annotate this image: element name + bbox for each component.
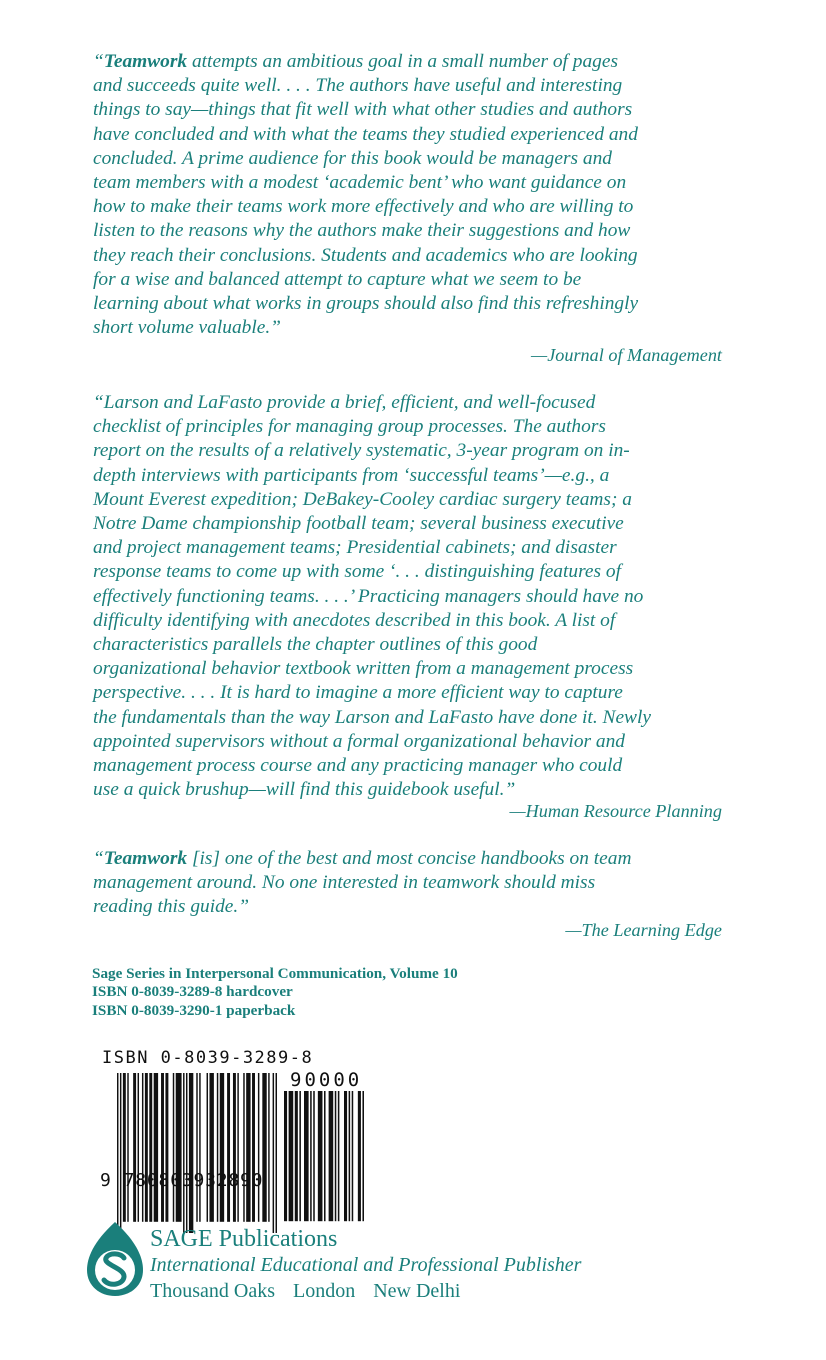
quote-text: and succeeds quite well. . . . The authors have useful and interesting: [93, 75, 623, 97]
review3-line: [93, 895, 733, 919]
barcode-bar: [233, 1073, 236, 1222]
review1-line: [93, 219, 733, 243]
quote-text: management around. No one interested in teamwork should miss: [93, 872, 596, 894]
review2-line: response teams to come up with some ‘. . . distinguishing features of: [93, 561, 621, 583]
barcode-bar: [127, 1073, 128, 1222]
barcode-bar: [273, 1073, 274, 1233]
barcode-bar: [120, 1073, 121, 1233]
barcode-bar: [349, 1091, 351, 1221]
barcode-bar: [318, 1091, 323, 1221]
review-3-source: —The Learning Edge: [565, 920, 722, 940]
review1-line: [93, 50, 733, 74]
publisher-tagline: International Educational and Professional Publisher: [150, 1254, 582, 1276]
barcode-bar: [344, 1091, 347, 1221]
barcode-bar: [310, 1091, 312, 1221]
review2-line: characteristics parallels the chapter outlines of this good: [93, 634, 538, 656]
review2-line: and project management teams; Presidential cabinets; and disaster: [93, 537, 617, 559]
barcode-bar: [324, 1091, 326, 1221]
barcode-bar: [299, 1091, 301, 1221]
quote-text: short volume valuable.”: [93, 317, 281, 339]
barcode-bar: [335, 1091, 337, 1221]
barcode-bar: [117, 1073, 118, 1233]
barcode-bar: [161, 1073, 164, 1222]
addon-digits: 90000: [290, 1069, 363, 1091]
barcode-bar: [246, 1073, 250, 1222]
quote-text: learning about what works in groups should also find this refreshingly: [93, 293, 639, 315]
barcode-bar: [338, 1091, 340, 1221]
review2-line: Mount Everest expedition; DeBakey-Cooley cardiac surgery teams; a: [93, 488, 632, 510]
barcode-bar: [209, 1073, 213, 1222]
review-1: [93, 50, 733, 340]
quote-text: “: [93, 51, 104, 72]
review-2: [93, 391, 733, 802]
barcode-bar: [133, 1073, 136, 1222]
barcode-bar: [284, 1091, 287, 1221]
barcode-bar: [142, 1073, 143, 1222]
barcode-bar: [173, 1073, 174, 1222]
isbn-hardcover: ISBN 0-8039-3289-8 hardcover: [92, 983, 293, 1001]
quote-text: team members with a modest ‘academic bent’ who want guidance on: [93, 172, 627, 194]
quote-text: how to make their teams work more effectively and who are willing to: [93, 196, 634, 218]
publisher-name: SAGE Publications: [150, 1226, 338, 1252]
barcode-bar: [176, 1073, 182, 1222]
review2-line: Notre Dame championship football team; several business executive: [93, 513, 624, 535]
review1-line: [93, 292, 733, 316]
review1-line: [93, 98, 733, 122]
barcode-bar: [262, 1073, 266, 1222]
city-london: London: [292, 1280, 356, 1302]
quote-text: [is] one of the best and most concise handbooks on team: [187, 848, 632, 869]
barcode-bar: [252, 1073, 255, 1222]
review1-line: [93, 268, 733, 292]
barcode-bar: [154, 1073, 158, 1222]
city-new-delhi: New Delhi: [373, 1280, 461, 1302]
quote-text: they reach their conclusions. Students and academics who are looking: [93, 244, 638, 266]
quote-text: reading this guide.”: [93, 896, 250, 918]
review2-line: appointed supervisors without a formal organizational behavior and: [93, 730, 625, 752]
ean-main-digits: 780803932890: [123, 1170, 264, 1191]
barcode-bar: [217, 1073, 218, 1222]
book-title: Teamwork: [103, 848, 188, 869]
quote-text: things to say—things that fit well with what other studies and authors: [93, 99, 633, 121]
review3-line: [93, 871, 733, 895]
barcode-bar: [123, 1073, 126, 1222]
review2-line: the fundamentals than the way Larson and LaFasto have done it. Newly: [93, 706, 651, 728]
barcode-bar: [268, 1073, 269, 1222]
barcode-bar: [189, 1073, 193, 1233]
review1-line: [93, 171, 733, 195]
book-title: Teamwork: [103, 51, 188, 72]
sage-s-logo-icon: [85, 1220, 145, 1298]
barcode-bar: [183, 1073, 184, 1233]
review2-line: report on the results of a relatively systematic, 3-year program on in-: [93, 440, 630, 462]
barcode-bar: [295, 1091, 298, 1221]
quote-text: attempts an ambitious goal in a small number of pages: [187, 51, 619, 72]
barcode-bar: [138, 1073, 139, 1222]
barcode-bar: [358, 1091, 361, 1221]
barcode-bar: [243, 1073, 244, 1222]
review1-line: [93, 316, 733, 340]
review1-line: [93, 74, 733, 98]
ean-lead-digit: 9: [100, 1170, 112, 1191]
quote-text: listen to the reasons why the authors make their suggestions and how: [93, 220, 631, 242]
barcode-bar: [186, 1073, 187, 1233]
barcode-bar: [362, 1091, 364, 1221]
review1-line: [93, 147, 733, 171]
barcode-bar: [199, 1073, 200, 1222]
review2-line: management process course and any practicing manager who could: [93, 755, 623, 777]
review2-line: perspective. . . . It is hard to imagine a more efficient way to capture: [93, 682, 623, 704]
isbn-paperback: ISBN 0-8039-3290-1 paperback: [92, 1001, 296, 1019]
review-2-source: —Human Resource Planning: [509, 801, 722, 821]
barcode-bar: [329, 1091, 334, 1221]
barcode-bar: [145, 1073, 148, 1222]
review1-line: [93, 123, 733, 147]
barcode-bar: [258, 1073, 259, 1222]
barcode-bar: [220, 1073, 224, 1222]
review-1-source: —Journal of Management: [531, 345, 722, 365]
barcode-isbn-text: ISBN 0-8039-3289-8: [102, 1048, 314, 1068]
barcode-bar: [276, 1073, 277, 1233]
city-thousand-oaks: Thousand Oaks: [150, 1280, 275, 1302]
barcode-bar: [304, 1091, 309, 1221]
publisher-cities: [150, 1279, 460, 1303]
review2-line: effectively functioning teams. . . .’ Practicing managers should have no: [93, 585, 644, 607]
barcode-bar: [207, 1073, 208, 1222]
review-3: [93, 847, 733, 920]
quote-text: “: [93, 848, 104, 869]
isbn-barcode: [98, 1048, 378, 1198]
barcode-bar: [237, 1073, 238, 1222]
review2-line: checklist of principles for managing group processes. The authors: [93, 416, 606, 438]
barcode-bar: [313, 1091, 315, 1221]
ean-digits: [100, 1170, 263, 1191]
barcode-bar: [149, 1073, 152, 1222]
review2-line: organizational behavior textbook written from a management process: [93, 658, 634, 680]
review2-line: “Larson and LaFasto provide a brief, efficient, and well-focused: [93, 392, 596, 413]
barcode-bar: [165, 1073, 168, 1222]
series-info: [92, 965, 458, 1020]
review2-line: depth interviews with participants from ‘successful teams’—e.g., a: [93, 464, 610, 486]
barcode-bar: [196, 1073, 197, 1222]
review1-line: [93, 195, 733, 219]
quote-text: concluded. A prime audience for this book would be managers and: [93, 147, 612, 169]
addon-barcode-bars: [284, 1091, 364, 1231]
review1-line: [93, 244, 733, 268]
barcode-bar: [352, 1091, 354, 1221]
barcode-bar: [227, 1073, 230, 1222]
series-title: Sage Series in Interpersonal Communication, Volume 10: [92, 965, 458, 982]
barcode-bar: [289, 1091, 294, 1221]
quote-text: for a wise and balanced attempt to capture what we seem to be: [93, 268, 582, 290]
quote-text: have concluded and with what the teams they studied experienced and: [93, 123, 638, 145]
review2-line: difficulty identifying with anecdotes described in this book. A list of: [93, 609, 616, 631]
review2-line: use a quick brushup—will find this guidebook useful.”: [93, 779, 516, 801]
ean-barcode-bars: [117, 1073, 277, 1233]
review3-line: [93, 847, 733, 871]
